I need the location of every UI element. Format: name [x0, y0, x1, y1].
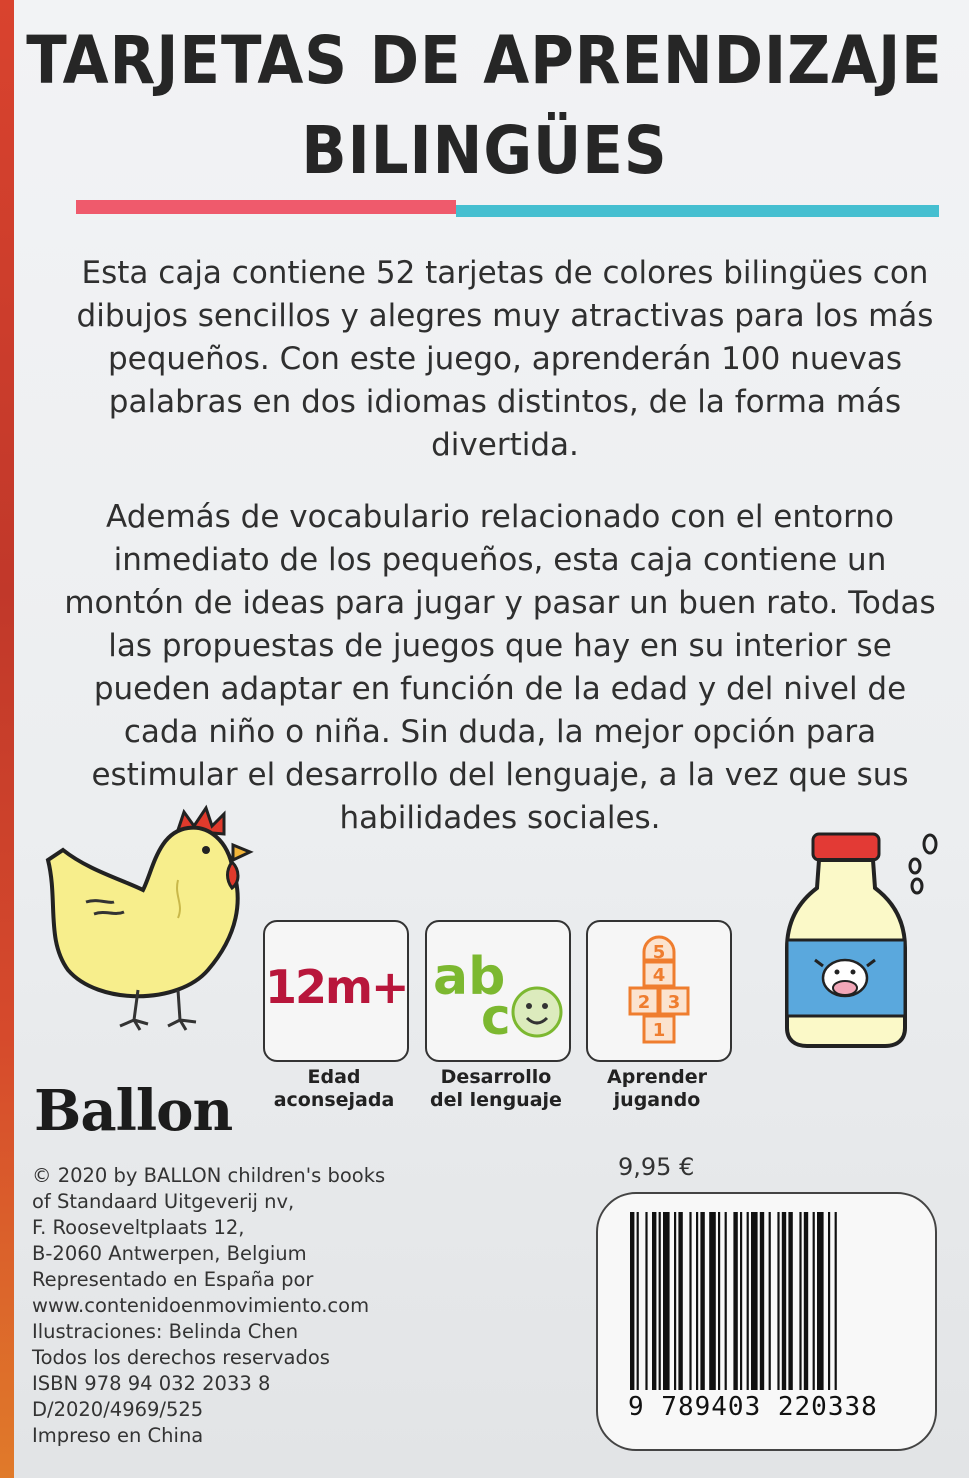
barcode-bar: [659, 1212, 661, 1390]
box-side-edge: [0, 0, 14, 1478]
publisher-credits: [32, 1163, 385, 1449]
credit-line: ISBN 978 94 032 2033 8: [32, 1372, 271, 1395]
barcode-bar: [777, 1212, 779, 1390]
age-12m-icon: 12m+: [265, 960, 408, 1014]
barcode-bar: [813, 1212, 815, 1390]
barcode-bar: [788, 1212, 792, 1390]
svg-text:3: 3: [667, 992, 681, 1013]
description-paragraph-1: Esta caja contiene 52 tarjetas de colores bilingües con dibujos sencillos y alegres muy atractivas para los más pequeños. Con este juego, aprenderán 100 nuevas palabras en dos idiomas distintos, de la forma más divertida.: [76, 255, 934, 463]
credit-line: of Standaard Uitgeverij nv,: [32, 1190, 295, 1213]
svg-text:4: 4: [652, 965, 666, 986]
chicken-illustration: [28, 800, 268, 1040]
barcode-bar: [733, 1212, 737, 1390]
svg-text:ab: ab: [433, 947, 506, 1007]
credit-line: © 2020 by BALLON children's books: [32, 1164, 386, 1187]
barcode-bar: [782, 1212, 786, 1390]
svg-text:c: c: [481, 988, 511, 1046]
barcode-bar: [804, 1212, 808, 1390]
barcode-bar: [696, 1212, 698, 1390]
credit-line: F. Rooseveltplaats 12,: [32, 1216, 245, 1239]
ballon-logo: Ballon: [34, 1078, 233, 1144]
language-badge: [425, 920, 571, 1062]
credit-line: B-2060 Antwerpen, Belgium: [32, 1242, 307, 1265]
barcode-bar: [630, 1212, 634, 1390]
barcode-bar: [740, 1212, 742, 1390]
barcode-bar: [799, 1212, 801, 1390]
play-badge: [586, 920, 732, 1062]
svg-text:2: 2: [637, 992, 651, 1013]
barcode-bar: [663, 1212, 670, 1390]
description-paragraph-2: Además de vocabulario relacionado con el entorno inmediato de los pequeños, esta caja contiene un montón de ideas para jugar y pasar un buen rato. Todas las propuestas de juegos que hay en su interior se pueden adaptar en función de la edad y del nivel de cada niño o niña. Sin duda, la mejor opción para estimular el desarrollo del lenguaje, a la vez que sus habilidades sociales.: [64, 499, 936, 836]
barcode-bar: [637, 1212, 639, 1390]
barcode-bar: [718, 1212, 720, 1390]
barcode-bar: [700, 1212, 704, 1390]
barcode-bar: [725, 1212, 727, 1390]
barcode-number: 9 789403 220338: [628, 1392, 878, 1422]
barcode-bar: [828, 1212, 830, 1390]
abc-face-icon: [427, 922, 569, 1060]
age-badge: [263, 920, 409, 1062]
price-label: 9,95 €: [618, 1153, 695, 1181]
credit-line: www.contenidoenmovimiento.com: [32, 1294, 370, 1317]
barcode-bar: [689, 1212, 691, 1390]
barcode-bar: [835, 1212, 837, 1390]
barcode-bar: [652, 1212, 656, 1390]
credit-line: Representado en España por: [32, 1268, 314, 1291]
credit-line: Todos los derechos reservados: [32, 1346, 330, 1369]
credit-line: Ilustraciones: Belinda Chen: [32, 1320, 299, 1343]
barcode-icon: [630, 1212, 900, 1390]
title-line-1: TARJETAS DE APRENDIZAJE: [26, 22, 943, 99]
hopscotch-icon: [588, 922, 730, 1060]
barcode-bar: [751, 1212, 758, 1390]
title-underline-blue: [456, 205, 939, 217]
title-underline-red: [76, 200, 456, 214]
title-line-2: BILINGÜES: [301, 112, 668, 189]
milk-bottle-illustration: [785, 828, 960, 1058]
age-badge-label: Edad aconsejada: [273, 1066, 395, 1111]
svg-text:1: 1: [652, 1020, 666, 1041]
barcode-bar: [769, 1212, 771, 1390]
play-badge-label: Aprender jugando: [607, 1066, 707, 1111]
svg-text:5: 5: [652, 942, 666, 963]
barcode-bar: [760, 1212, 764, 1390]
barcode-bar: [678, 1212, 682, 1390]
barcode-bar: [674, 1212, 676, 1390]
credit-line: Impreso en China: [32, 1424, 204, 1447]
barcode-bar: [645, 1212, 647, 1390]
barcode-bar: [709, 1212, 716, 1390]
language-badge-label: Desarrollo del lenguaje: [430, 1066, 562, 1111]
barcode-bar: [747, 1212, 749, 1390]
credit-line: D/2020/4969/525: [32, 1398, 204, 1421]
barcode-bar: [817, 1212, 824, 1390]
